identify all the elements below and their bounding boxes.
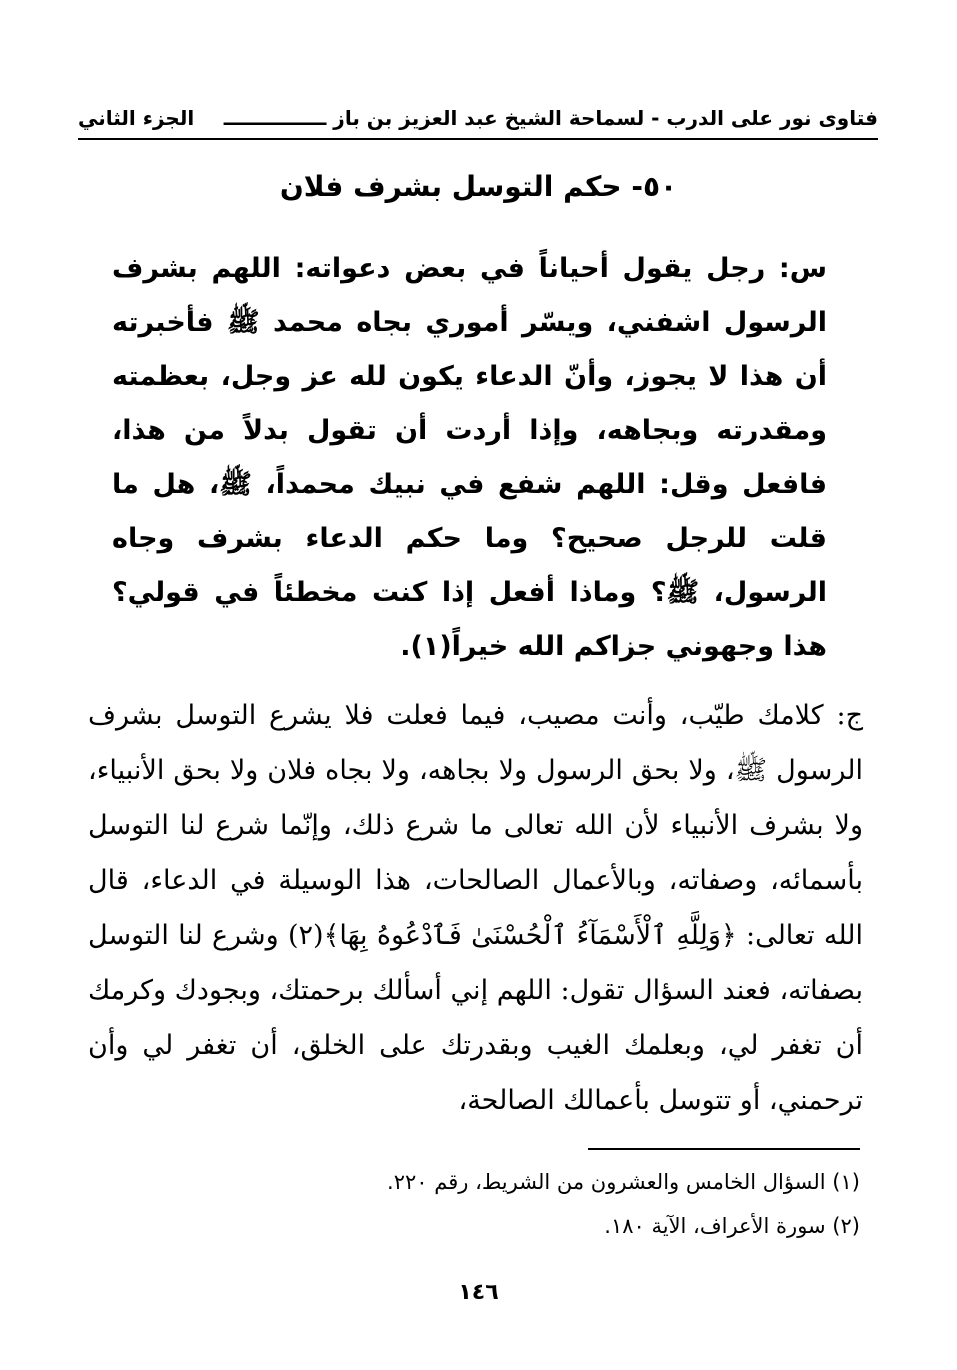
footnote-separator	[588, 1148, 860, 1150]
question-paragraph: س: رجل يقول أحياناً في بعض دعواته: اللهم بشرف الرسول اشفني، ويسّر أموري بجاه محمد ﷺ فأخبرته أن هذا لا يجوز، وأنّ الدعاء يكون لله عز وجل، بعظمته ومقدرته وبجاهه، وإذا أردت أن تقول بدلاً من هذا، فافعل وقل: اللهم شفع في نبيك محمداً، ﷺ، هل ما قلت للرجل صحيح؟ وما حكم الدعاء بشرف وجاه الرسول، ﷺ؟ وماذا أفعل إذا كنت مخطئاً في قولي؟ هذا وجهوني جزاكم الله خيراً(١).	[112, 253, 827, 662]
page-number: ١٤٦	[458, 1280, 499, 1305]
footnotes	[200, 1160, 860, 1248]
header-rule	[78, 138, 878, 140]
footnote-2: (٢) سورة الأعراف، الآية ١٨٠.	[604, 1214, 860, 1238]
answer-paragraph: ج: كلامك طيّب، وأنت مصيب، فيما فعلت فلا يشرع التوسل بشرف الرسول ﷺ، ولا بحق الرسول ولا بجاهه، ولا بجاه فلان ولا بحق الأنبياء، ولا بشرف الأنبياء لأن الله تعالى ما شرع ذلك، وإنّما شرع لنا التوسل بأسمائه، وصفاته، وبالأعمال الصالحات، هذا الوسيلة في الدعاء، قال الله تعالى: ﴿وَلِلَّهِ ٱلْأَسْمَآءُ ٱلْحُسْنَىٰ فَٱدْعُوهُ بِهَا﴾(٢) وشرع لنا التوسل بصفاته، فعند السؤال تقول: اللهم إني أسألك برحمتك، وبجودك وكرمك أن تغفر لي، وبعلمك الغيب وبقدرتك على الخلق، أن تغفر لي وأن ترحمني، أو تتوسل بأعمالك الصالحة،	[88, 700, 863, 1116]
header-book-title: فتاوى نور على الدرب - لسماحة الشيخ عبد العزيز بن باز ـــــــــــــــ	[223, 106, 878, 130]
footnote-1: (١) السؤال الخامس والعشرون من الشريط، رقم ٢٢٠.	[387, 1170, 860, 1194]
running-header	[78, 100, 878, 140]
header-volume: الجزء الثاني	[78, 106, 195, 130]
chapter-title: ٥٠- حكم التوسل بشرف فلان	[279, 170, 678, 203]
